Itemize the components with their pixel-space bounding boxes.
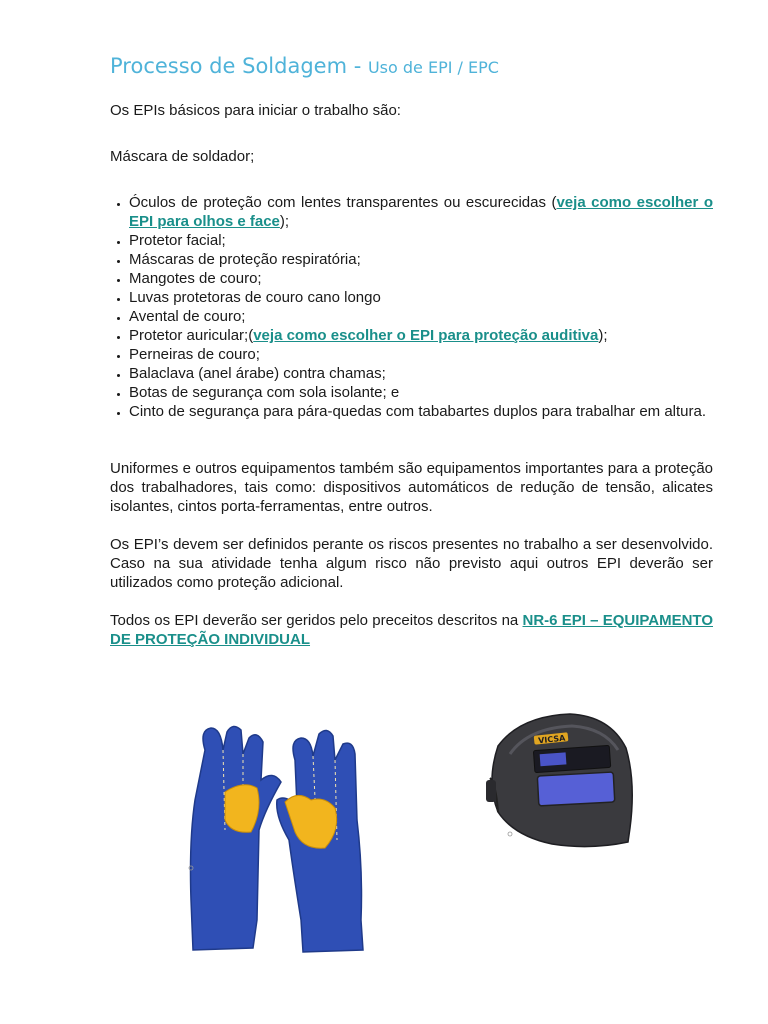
welding-gloves-image: [185, 720, 375, 955]
mask-item: Máscara de soldador;: [110, 148, 255, 165]
list-item: • Cinto de segurança para pára-quedas com tababartes duplos para trabalhar em altura.: [129, 402, 713, 421]
images-area: [0, 700, 768, 960]
link-olhos-face[interactable]: veja como escolher o EPI para olhos e face: [129, 194, 713, 230]
page-title: [110, 52, 713, 82]
list-item: • Balaclava (anel árabe) contra chamas;: [129, 364, 713, 383]
list-item: • Máscaras de proteção respiratória;: [129, 250, 713, 269]
list-item: • Botas de segurança com sola isolante; e: [129, 383, 713, 402]
link-protecao-auditiva[interactable]: veja como escolher o EPI para proteção auditiva: [253, 327, 599, 344]
intro-text: Os EPIs básicos para iniciar o trabalho são:: [110, 102, 401, 119]
paragraph-uniformes: Uniformes e outros equipamentos também são equipamentos importantes para a proteção dos trabalhadores, tais como: dispositivos automáticos de redução de tensão, alicates isolantes, cintos porta-ferramentas, entre outros.: [110, 460, 713, 515]
title-main: Processo de Soldagem -: [110, 54, 368, 78]
list-item: • Avental de couro;: [129, 307, 713, 326]
helmet-brand-label: VICSA: [537, 733, 566, 746]
link-nr6[interactable]: NR-6 EPI – EQUIPAMENTO DE PROTEÇÃO INDIVIDUAL: [110, 612, 713, 648]
welding-helmet-image: [480, 708, 640, 853]
list-item: • Protetor facial;: [129, 231, 713, 250]
list-item: • Luvas protetoras de couro cano longo: [129, 288, 713, 307]
paragraph-nr6: Todos os EPI deverão ser geridos pelo preceitos descritos na NR-6 EPI – EQUIPAMENTO DE PROTEÇÃO INDIVIDUAL: [110, 612, 713, 648]
list-item: • Protetor auricular;(veja como escolher o EPI para proteção auditiva);: [129, 326, 713, 345]
list-item: • Perneiras de couro;: [129, 345, 713, 364]
epi-list: [110, 193, 713, 421]
paragraph-riscos: Os EPI’s devem ser definidos perante os riscos presentes no trabalho a ser desenvolvido. Caso na sua atividade tenha algum risco não previsto aqui outros EPI deverão ser utilizados como proteção adicional.: [110, 536, 713, 591]
document-page: [110, 52, 713, 649]
list-item: • Mangotes de couro;: [129, 269, 713, 288]
title-sub: Uso de EPI / EPC: [367, 58, 499, 77]
list-item: • Óculos de proteção com lentes transparentes ou escurecidas (veja como escolher o EPI para olhos e face);: [129, 193, 713, 231]
